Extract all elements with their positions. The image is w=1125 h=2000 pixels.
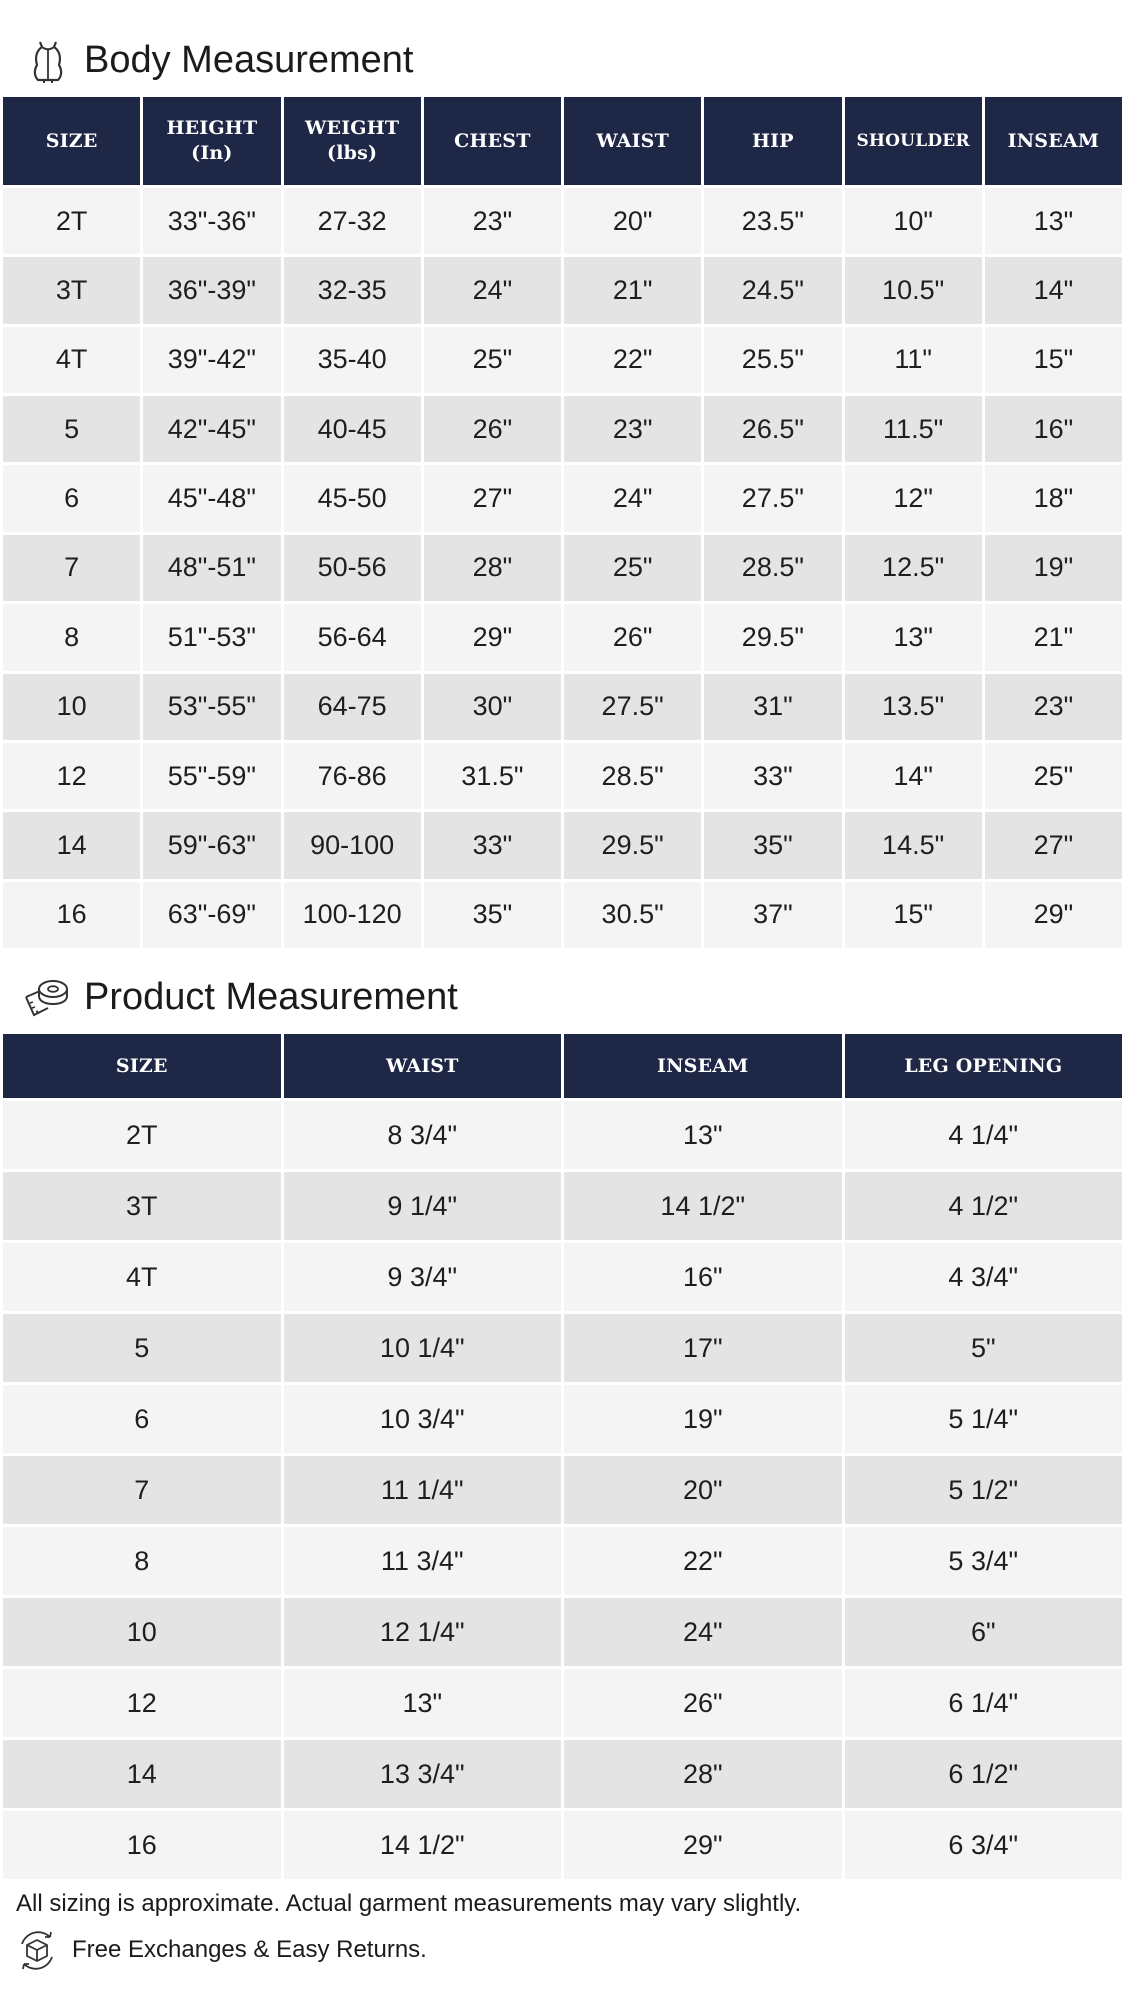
cell-hip: 31"	[704, 674, 841, 740]
cell-leg-opening: 6 1/2"	[845, 1740, 1123, 1808]
table-row	[3, 1527, 1122, 1595]
cell-chest: 26"	[424, 396, 561, 462]
cell-shoulder: 11"	[845, 327, 982, 393]
cell-waist: 10 3/4"	[284, 1385, 562, 1453]
cell-height: 36"-39"	[143, 257, 280, 323]
cell-height: 53"-55"	[143, 674, 280, 740]
body-measurement-title: Body Measurement	[84, 38, 414, 81]
cell-leg-opening: 6"	[845, 1598, 1123, 1666]
cell-inseam: 16"	[564, 1243, 842, 1311]
cell-inseam: 21"	[985, 604, 1122, 670]
cell-chest: 23"	[424, 188, 561, 254]
header-height: HEIGHT (In)	[143, 97, 280, 185]
cell-hip: 37"	[704, 882, 841, 948]
header-waist: WAIST	[284, 1034, 562, 1098]
cell-waist: 11 3/4"	[284, 1527, 562, 1595]
cell-size: 4T	[3, 327, 140, 393]
cell-inseam: 15"	[985, 327, 1122, 393]
table-row	[3, 1740, 1122, 1808]
cell-hip: 24.5"	[704, 257, 841, 323]
cell-weight: 45-50	[284, 465, 421, 531]
cell-height: 48"-51"	[143, 535, 280, 601]
cell-shoulder: 11.5"	[845, 396, 982, 462]
cell-inseam: 23"	[985, 674, 1122, 740]
cell-waist: 11 1/4"	[284, 1456, 562, 1524]
cell-size: 14	[3, 1740, 281, 1808]
box-exchange-icon	[16, 1930, 58, 1970]
cell-size: 5	[3, 396, 140, 462]
cell-size: 10	[3, 1598, 281, 1666]
cell-shoulder: 12.5"	[845, 535, 982, 601]
header-hip: HIP	[704, 97, 841, 185]
table-row	[3, 535, 1122, 601]
dress-form-icon	[22, 38, 74, 84]
cell-size: 2T	[3, 1101, 281, 1169]
cell-size: 14	[3, 812, 140, 878]
header-size: SIZE	[3, 1034, 281, 1098]
cell-weight: 35-40	[284, 327, 421, 393]
cell-inseam: 13"	[985, 188, 1122, 254]
cell-leg-opening: 4 1/4"	[845, 1101, 1123, 1169]
cell-height: 51"-53"	[143, 604, 280, 670]
cell-hip: 28.5"	[704, 535, 841, 601]
cell-shoulder: 13"	[845, 604, 982, 670]
table-row	[3, 1243, 1122, 1311]
cell-waist: 28.5"	[564, 743, 701, 809]
cell-hip: 35"	[704, 812, 841, 878]
cell-chest: 27"	[424, 465, 561, 531]
cell-hip: 23.5"	[704, 188, 841, 254]
cell-inseam: 20"	[564, 1456, 842, 1524]
cell-leg-opening: 6 3/4"	[845, 1811, 1123, 1879]
cell-shoulder: 12"	[845, 465, 982, 531]
table-row	[3, 1669, 1122, 1737]
header-leg-opening: LEG OPENING	[845, 1034, 1123, 1098]
cell-inseam: 26"	[564, 1669, 842, 1737]
cell-height: 55"-59"	[143, 743, 280, 809]
cell-shoulder: 10.5"	[845, 257, 982, 323]
cell-waist: 21"	[564, 257, 701, 323]
cell-weight: 64-75	[284, 674, 421, 740]
cell-hip: 33"	[704, 743, 841, 809]
table-row	[3, 812, 1122, 878]
table-row	[3, 1314, 1122, 1382]
cell-inseam: 24"	[564, 1598, 842, 1666]
cell-size: 6	[3, 1385, 281, 1453]
cell-height: 45"-48"	[143, 465, 280, 531]
cell-leg-opening: 5 3/4"	[845, 1527, 1123, 1595]
header-waist: WAIST	[564, 97, 701, 185]
cell-waist: 22"	[564, 327, 701, 393]
cell-inseam: 29"	[985, 882, 1122, 948]
cell-size: 6	[3, 465, 140, 531]
cell-inseam: 29"	[564, 1811, 842, 1879]
cell-inseam: 19"	[985, 535, 1122, 601]
cell-shoulder: 10"	[845, 188, 982, 254]
cell-leg-opening: 6 1/4"	[845, 1669, 1123, 1737]
table-row	[3, 1385, 1122, 1453]
cell-waist: 23"	[564, 396, 701, 462]
header-shoulder: SHOULDER	[845, 97, 982, 185]
cell-inseam: 25"	[985, 743, 1122, 809]
cell-hip: 27.5"	[704, 465, 841, 531]
table-row	[3, 743, 1122, 809]
cell-waist: 27.5"	[564, 674, 701, 740]
cell-hip: 25.5"	[704, 327, 841, 393]
cell-weight: 76-86	[284, 743, 421, 809]
header-inseam: INSEAM	[564, 1034, 842, 1098]
table-row	[3, 604, 1122, 670]
cell-weight: 100-120	[284, 882, 421, 948]
sizing-disclaimer: All sizing is approximate. Actual garment measurements may vary slightly.	[16, 1890, 802, 1917]
cell-leg-opening: 4 1/2"	[845, 1172, 1123, 1240]
cell-waist: 14 1/2"	[284, 1811, 562, 1879]
cell-inseam: 14"	[985, 257, 1122, 323]
cell-size: 3T	[3, 1172, 281, 1240]
cell-inseam: 14 1/2"	[564, 1172, 842, 1240]
table-row	[3, 257, 1122, 323]
cell-weight: 90-100	[284, 812, 421, 878]
measuring-tape-icon	[22, 975, 74, 1021]
cell-height: 59"-63"	[143, 812, 280, 878]
cell-shoulder: 14"	[845, 743, 982, 809]
cell-weight: 50-56	[284, 535, 421, 601]
cell-size: 4T	[3, 1243, 281, 1311]
cell-hip: 29.5"	[704, 604, 841, 670]
header-inseam: INSEAM	[985, 97, 1122, 185]
cell-inseam: 22"	[564, 1527, 842, 1595]
cell-chest: 31.5"	[424, 743, 561, 809]
cell-chest: 33"	[424, 812, 561, 878]
cell-leg-opening: 4 3/4"	[845, 1243, 1123, 1311]
cell-shoulder: 15"	[845, 882, 982, 948]
header-chest: CHEST	[424, 97, 561, 185]
cell-size: 8	[3, 1527, 281, 1595]
cell-inseam: 17"	[564, 1314, 842, 1382]
cell-size: 2T	[3, 188, 140, 254]
cell-size: 16	[3, 1811, 281, 1879]
table-row	[3, 465, 1122, 531]
table-row	[3, 327, 1122, 393]
cell-size: 12	[3, 743, 140, 809]
cell-chest: 25"	[424, 327, 561, 393]
cell-size: 12	[3, 1669, 281, 1737]
body-measurement-heading	[0, 30, 1125, 90]
cell-weight: 32-35	[284, 257, 421, 323]
cell-waist: 25"	[564, 535, 701, 601]
cell-chest: 28"	[424, 535, 561, 601]
cell-inseam: 28"	[564, 1740, 842, 1808]
returns-text: Free Exchanges & Easy Returns.	[72, 1936, 427, 1963]
cell-waist: 29.5"	[564, 812, 701, 878]
cell-height: 42"-45"	[143, 396, 280, 462]
table-row	[3, 882, 1122, 948]
returns-notice	[16, 1930, 427, 1970]
cell-leg-opening: 5"	[845, 1314, 1123, 1382]
cell-size: 7	[3, 535, 140, 601]
cell-hip: 26.5"	[704, 396, 841, 462]
cell-chest: 30"	[424, 674, 561, 740]
cell-waist: 20"	[564, 188, 701, 254]
cell-size: 7	[3, 1456, 281, 1524]
header-size: SIZE	[3, 97, 140, 185]
cell-waist: 30.5"	[564, 882, 701, 948]
cell-waist: 26"	[564, 604, 701, 670]
table-row	[3, 396, 1122, 462]
cell-inseam: 27"	[985, 812, 1122, 878]
cell-size: 3T	[3, 257, 140, 323]
cell-inseam: 16"	[985, 396, 1122, 462]
cell-shoulder: 13.5"	[845, 674, 982, 740]
cell-shoulder: 14.5"	[845, 812, 982, 878]
table-row	[3, 1172, 1122, 1240]
cell-leg-opening: 5 1/4"	[845, 1385, 1123, 1453]
table-header-row	[3, 1034, 1122, 1098]
cell-height: 39"-42"	[143, 327, 280, 393]
cell-chest: 24"	[424, 257, 561, 323]
product-measurement-heading	[0, 967, 1125, 1027]
cell-inseam: 18"	[985, 465, 1122, 531]
table-header-row	[3, 97, 1122, 185]
cell-waist: 24"	[564, 465, 701, 531]
header-weight: WEIGHT (lbs)	[284, 97, 421, 185]
product-measurement-table	[0, 1031, 1125, 1882]
cell-waist: 13 3/4"	[284, 1740, 562, 1808]
cell-size: 10	[3, 674, 140, 740]
cell-chest: 29"	[424, 604, 561, 670]
cell-leg-opening: 5 1/2"	[845, 1456, 1123, 1524]
cell-size: 16	[3, 882, 140, 948]
cell-waist: 9 3/4"	[284, 1243, 562, 1311]
cell-inseam: 13"	[564, 1101, 842, 1169]
table-row	[3, 1811, 1122, 1879]
cell-height: 33"-36"	[143, 188, 280, 254]
cell-chest: 35"	[424, 882, 561, 948]
table-row	[3, 1101, 1122, 1169]
table-row	[3, 188, 1122, 254]
cell-weight: 40-45	[284, 396, 421, 462]
table-row	[3, 1598, 1122, 1666]
cell-waist: 10 1/4"	[284, 1314, 562, 1382]
cell-size: 8	[3, 604, 140, 670]
table-row	[3, 1456, 1122, 1524]
cell-waist: 8 3/4"	[284, 1101, 562, 1169]
cell-waist: 9 1/4"	[284, 1172, 562, 1240]
table-row	[3, 674, 1122, 740]
cell-weight: 56-64	[284, 604, 421, 670]
cell-inseam: 19"	[564, 1385, 842, 1453]
body-measurement-table	[0, 94, 1125, 951]
product-measurement-title: Product Measurement	[84, 975, 458, 1018]
cell-waist: 13"	[284, 1669, 562, 1737]
cell-waist: 12 1/4"	[284, 1598, 562, 1666]
cell-weight: 27-32	[284, 188, 421, 254]
cell-height: 63"-69"	[143, 882, 280, 948]
cell-size: 5	[3, 1314, 281, 1382]
